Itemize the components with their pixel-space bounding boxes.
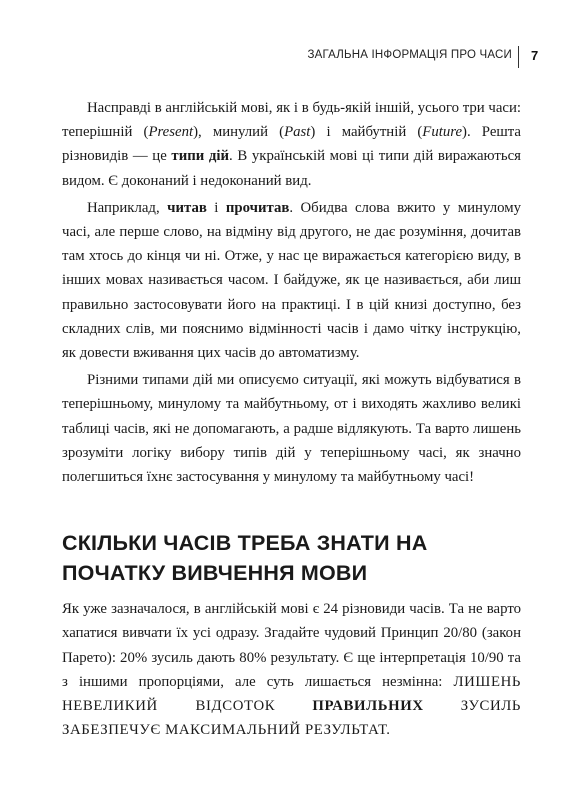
main-text <box>62 96 521 742</box>
text-run: ). Решта різновидів — це <box>62 124 522 165</box>
bold-term: типи дій <box>171 148 230 165</box>
emphasis-caps: ЗУСИЛЬ ЗАБЕЗПЕЧУЄ МАКСИМАЛЬНИЙ РЕЗУЛЬТАТ. <box>62 698 522 739</box>
text-run <box>424 698 461 714</box>
text-run <box>275 698 312 714</box>
text-run: . Обидва слова вжито у минулому часі, але перше слово, на відміну від другого, не дає розуміння, дочитав там хтось до кінця чи ні. Отже, у нас це виражається категорією виду, в інших мовах називається часом. І байдуже, як це називається, аби лиш правильно застосовувати його на практиці. І в цій книзі доступно, без складних слів, ми пояснимо відмінності часів і дамо чітку інструкцію, як довести вживання цих часів до автоматизму. <box>62 199 521 362</box>
paragraph-4 <box>62 597 521 742</box>
running-header <box>0 46 583 68</box>
page-number: 7 <box>531 48 539 63</box>
bold-term: прочитав <box>225 199 290 216</box>
text-run: . В українській мові ці типи дій виражаються видом. Є доконаний і недоконаний вид. <box>62 148 521 189</box>
section-heading: СКІЛЬКИ ЧАСІВ ТРЕБА ЗНАТИ НА ПОЧАТКУ ВИВЧЕННЯ МОВИ <box>62 531 428 586</box>
header-divider <box>518 46 519 68</box>
text-run: Наприклад, <box>87 199 168 216</box>
text-run: ) і майбутній ( <box>310 124 423 141</box>
paragraph-2 <box>62 196 521 365</box>
italic-term-future: Future <box>422 124 463 141</box>
emphasis-bold-caps: ПРАВИЛЬНИХ <box>312 698 424 715</box>
text-run: і <box>206 199 226 216</box>
running-title: ЗАГАЛЬНА ІНФОРМАЦІЯ ПРО ЧАСИ <box>307 49 512 61</box>
emphasis-caps: ЛИШЕНЬ НЕВЕЛИКИЙ ВІДСОТОК <box>62 673 521 715</box>
text-run: Як уже зазначалося, в англійській мові є 24 різновиди часів. Та не варто хапатися вивчати їх усі одразу. Згадайте чудовий Принцип 20/80 (закон Парето): 20% зусиль дають 80% результату. Є ще інтерпретація 10/90 та з іншими пропорціями, але суть лишається незмінна: <box>62 601 521 690</box>
italic-term-present: Present <box>148 124 194 141</box>
text-run: Насправді в англійській мові, як і в будь-якій іншій, усього три часи: теперішній ( <box>62 100 521 141</box>
bold-term: читав <box>167 199 207 216</box>
italic-term-past: Past <box>284 124 311 141</box>
paragraph-1 <box>62 96 521 193</box>
paragraph-3: Різними типами дій ми описуємо ситуації, які можуть відбуватися в теперішньому, минулому та майбутньому, от і виходять жахливо великі таблиці часів, які не допомагають, а радше відлякують. Та варто лишень зрозуміти логіку вибору типів дій у теперішньому часі, як значно полегшиться їхнє застосування у минулому та майбутньому часі! <box>62 372 521 486</box>
text-run: ), минулий ( <box>193 124 285 141</box>
